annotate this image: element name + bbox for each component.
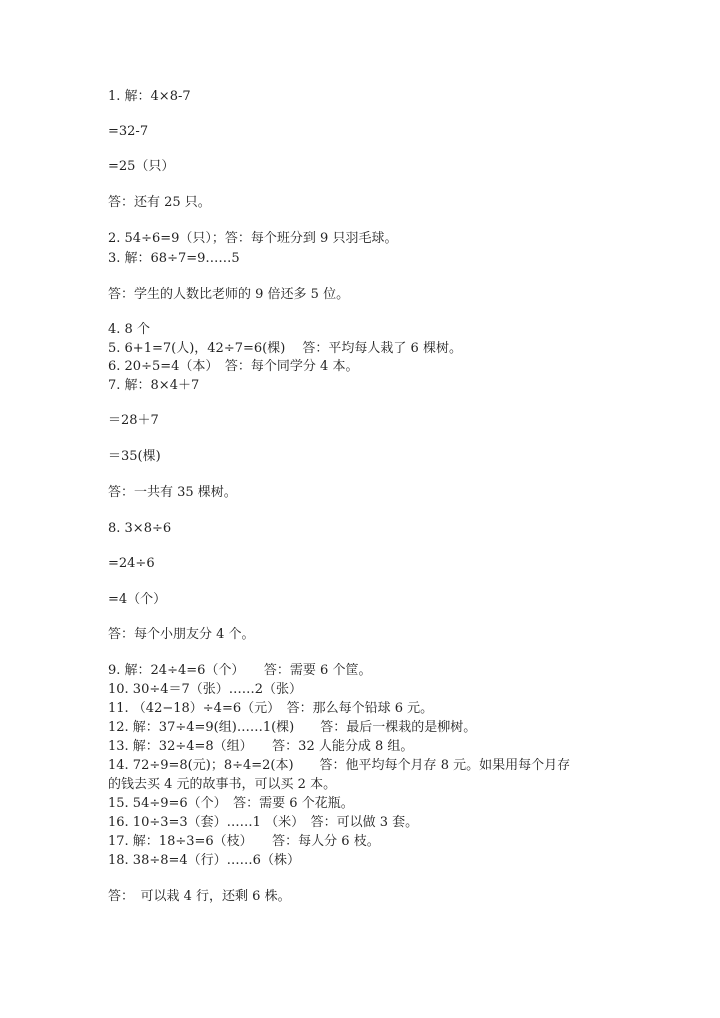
text-line: 1. 解：4×8-7 — [108, 89, 191, 104]
text-line: 11. （42−18）÷4=6（元） 答：那么每个铅球 6 元。 — [108, 701, 434, 716]
text-line: 18. 38÷8=4（行）……6（株） — [108, 853, 300, 868]
text-line: 答：每个小朋友分 4 个。 — [108, 627, 255, 642]
text-line: =25（只） — [108, 159, 175, 174]
text-line: =24÷6 — [108, 556, 155, 571]
text-line: 答：学生的人数比老师的 9 倍还多 5 位。 — [108, 287, 350, 302]
text-line: 14. 72÷9=8(元)；8÷4=2(本) 答：他平均每个月存 8 元。如果用每个月存 — [108, 758, 571, 773]
text-line: 7. 解：8×4＋7 — [108, 378, 200, 393]
text-line: 12. 解：37÷4=9(组)……1(棵) 答：最后一棵栽的是柳树。 — [108, 720, 477, 735]
text-line: =4（个） — [108, 592, 167, 607]
text-line: 3. 解：68÷7=9……5 — [108, 251, 240, 266]
text-line: 10. 30÷4＝7（张）……2（张） — [108, 682, 303, 697]
text-line: 答：还有 25 只。 — [108, 195, 211, 210]
text-line: 5. 6+1=7(人)，42÷7=6(棵) 答：平均每人栽了 6 棵树。 — [108, 341, 462, 356]
text-line: 16. 10÷3=3（套）……1 （米） 答：可以做 3 套。 — [108, 815, 419, 830]
text-line: ＝35(棵) — [108, 449, 161, 464]
text-line: 8. 3×8÷6 — [108, 521, 172, 536]
text-line: ＝28＋7 — [108, 413, 159, 428]
text-line: 答：一共有 35 棵树。 — [108, 485, 237, 500]
text-line: 4. 8 个 — [108, 322, 150, 337]
text-line: 17. 解：18÷3=6（枝） 答：每人分 6 枝。 — [108, 834, 380, 849]
text-line: 答： 可以栽 4 行，还剩 6 株。 — [108, 889, 291, 904]
text-line: 13. 解：32÷4=8（组） 答：32 人能分成 8 组。 — [108, 739, 414, 754]
text-line: 的钱去买 4 元的故事书，可以买 2 本。 — [108, 777, 337, 792]
text-line: 6. 20÷5=4（本） 答：每个同学分 4 本。 — [108, 359, 359, 374]
text-line: 2. 54÷6=9（只）；答：每个班分到 9 只羽毛球。 — [108, 231, 398, 246]
text-line: 9. 解：24÷4=6（个） 答：需要 6 个筐。 — [108, 663, 372, 678]
text-line: =32-7 — [108, 124, 149, 139]
text-line: 15. 54÷9=6（个） 答：需要 6 个花瓶。 — [108, 796, 354, 811]
